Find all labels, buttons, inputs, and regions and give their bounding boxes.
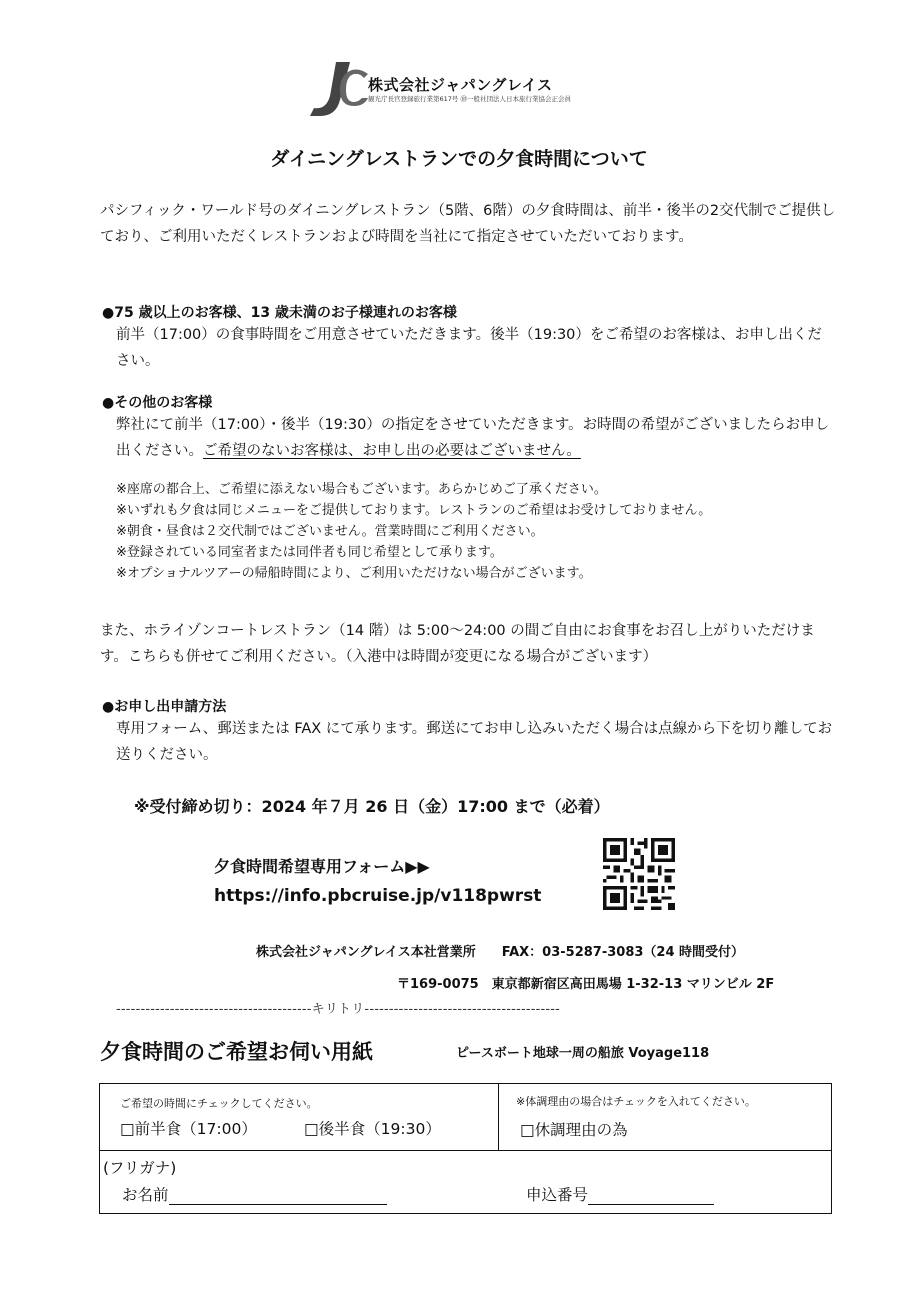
application-number-input-line[interactable] — [588, 1186, 714, 1205]
application-number-field[interactable] — [526, 1183, 714, 1205]
note-item: ※オプショナルツアーの帰船時間により、ご利用いただけない場合がございます。 — [116, 566, 592, 581]
logo-company-name: 株式会社ジャパングレイス — [368, 76, 553, 94]
sheet-subtitle: ピースボート地球一周の船旅 Voyage118 — [456, 1046, 710, 1061]
name-field[interactable] — [122, 1183, 387, 1205]
table-divider — [100, 1150, 831, 1151]
note-item: ※いずれも夕食は同じメニューをご提供しております。レストランのご希望はお受けしておりません。 — [116, 503, 712, 518]
application-form-table — [99, 1083, 832, 1214]
table-divider — [498, 1084, 499, 1150]
sheet-title: 夕食時間のご希望お伺い用紙 — [100, 1040, 373, 1064]
application-number-label: 申込番号 — [526, 1186, 589, 1204]
health-reason-checkbox[interactable]: □休調理由の為 — [520, 1121, 628, 1139]
furigana-label: (フリガナ) — [103, 1159, 177, 1177]
section-others-body — [116, 412, 836, 464]
logo-registration: 観光庁長官登録旅行業第617号 ㊞一般社団法人日本旅行業協会正会員 — [368, 95, 571, 103]
name-label: お名前 — [122, 1186, 169, 1204]
section-seniors-body: 前半（17:00）の食事時間をご用意させていただきます。後半（19:30）をご希望のお客様は、お申し出ください。 — [116, 327, 822, 369]
note-item: ※朝食・昼食は２交代制ではございません。営業時間にご利用ください。 — [116, 524, 544, 539]
intro-paragraph: パシフィック・ワールド号のダイニングレストラン（5階、6階）の夕食時間は、前半・後半の2交代制でご提供しており、ご利用いただくレストランおよび時間を当社にて指定させていただいております。 — [100, 203, 836, 245]
name-input-line[interactable] — [169, 1186, 387, 1205]
jg-logo-icon — [306, 60, 370, 120]
cut-line: ----------------------------------------キリトリ---------------------------------------- — [116, 1002, 561, 1017]
section-apply-heading: ●お申し出申請方法 — [102, 699, 227, 715]
contact-address: 〒169-0075 東京都新宿区高田馬場 1-32-13 マリンビル 2F — [397, 977, 775, 992]
option-early-checkbox[interactable]: □前半食（17:00） — [120, 1120, 257, 1138]
deadline-text: ※受付締め切り：2024 年７月 26 日（金）17:00 まで（必着） — [134, 797, 610, 816]
qr-code-icon[interactable] — [603, 838, 675, 910]
section-others-text: 弊社にて前半（17:00）・後半（19:30）の指定をさせていただきます。お時間の希望がございましたらお申し出ください。 — [116, 417, 830, 459]
section-others-heading: ●その他のお客様 — [102, 395, 213, 411]
page-title: ダイニングレストランでの夕食時間について — [270, 148, 648, 170]
form-link-label: 夕食時間希望専用フォーム▶▶ — [214, 857, 430, 876]
note-item: ※座席の都合上、ご希望に添えない場合もございます。あらかじめご了承ください。 — [116, 482, 607, 497]
health-instruction: ※体調理由の場合はチェックを入れてください。 — [516, 1095, 756, 1108]
form-url-link[interactable]: https://info.pbcruise.jp/v118pwrst — [214, 886, 542, 906]
section-apply-body: 専用フォーム、郵送または FAX にて承ります。郵送にてお申し込みいただく場合は点線から下を切り離してお送りください。 — [116, 721, 833, 763]
time-instruction: ご希望の時間にチェックしてください。 — [120, 1097, 318, 1110]
horizon-paragraph: また、ホライゾンコートレストラン（14 階）は 5:00～24:00 の間ご自由にお食事をお召し上がりいただけます。こちらも併せてご利用ください。（入港中は時間が変更になる場合がございます） — [100, 623, 815, 665]
section-seniors-heading: ●75 歳以上のお客様、13 歳未満のお子様連れのお客様 — [102, 305, 457, 321]
contact-office-fax: 株式会社ジャパングレイス本社営業所 FAX：03-5287-3083（24 時間受付） — [256, 945, 745, 960]
section-others-underlined: ご希望のないお客様は、お申し出の必要はございません。 — [203, 443, 581, 459]
option-late-checkbox[interactable]: □後半食（19:30） — [304, 1120, 441, 1138]
note-item: ※登録されている同室者または同伴者も同じ希望として承ります。 — [116, 545, 503, 560]
